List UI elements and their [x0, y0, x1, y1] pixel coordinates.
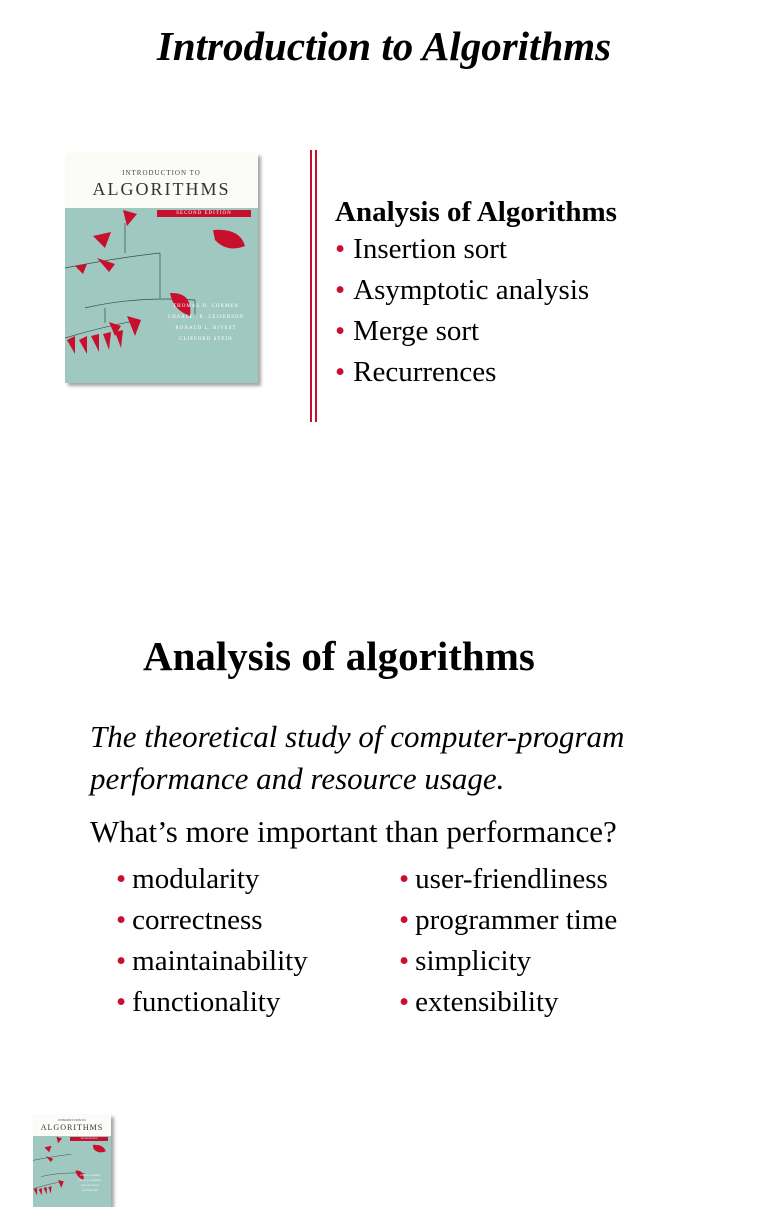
slide-introduction [0, 0, 768, 512]
list-item [116, 859, 308, 900]
book-cover-thumbnail [33, 1114, 111, 1207]
list-item [399, 900, 617, 941]
cover-author: THOMAS H. CORMEN [173, 304, 239, 309]
list-item-text: programmer time [415, 904, 618, 936]
cover-author: THOMAS H. CORMEN [80, 1175, 100, 1177]
topic-outline [335, 195, 755, 393]
definition-line: The theoretical study of computer-program [90, 719, 625, 754]
left-column [116, 859, 308, 1023]
red-divider-line [310, 150, 318, 422]
bullet-icon: • [335, 356, 346, 388]
list-item [335, 352, 755, 393]
cover-edition-label: SECOND EDITION [157, 210, 251, 217]
bullet-icon: • [399, 904, 410, 936]
cover-author: CLIFFORD STEIN [179, 337, 233, 342]
list-item-text: extensibility [415, 986, 559, 1018]
definition-line: performance and resource usage. [90, 761, 505, 796]
cover-author: RONALD L. RIVEST [175, 326, 237, 331]
list-item-text: simplicity [415, 945, 532, 977]
priority-list-right [399, 859, 617, 1023]
list-item-text: Insertion sort [353, 233, 507, 265]
cover-authors [71, 1174, 109, 1194]
list-item-text: maintainability [132, 945, 308, 977]
list-item [399, 982, 617, 1023]
cover-title: ALGORITHMS [40, 1123, 104, 1132]
mobile-sculpture-illustration [65, 208, 258, 383]
bullet-icon: • [116, 904, 127, 936]
cover-author: CLIFFORD STEIN [82, 1190, 98, 1192]
cover-author: CHARLES E. LEISERSON [167, 315, 245, 320]
bullet-icon: • [116, 986, 127, 1018]
list-item-text: correctness [132, 904, 263, 936]
list-item-text: Merge sort [353, 315, 480, 347]
list-item [116, 900, 308, 941]
outline-heading: Analysis of Algorithms [335, 196, 617, 228]
list-item [335, 229, 755, 270]
cover-author: RONALD L. RIVEST [80, 1185, 100, 1187]
bullet-icon: • [399, 863, 410, 895]
bullet-icon: • [399, 986, 410, 1018]
book-cover-image [65, 153, 258, 383]
list-item-text: functionality [132, 986, 281, 1018]
definition-text [90, 716, 750, 800]
bullet-icon: • [399, 945, 410, 977]
list-item-text: user-friendliness [415, 863, 608, 895]
slide-title: Analysis of algorithms [143, 633, 535, 679]
bullet-icon: • [335, 233, 346, 265]
cover-authors [159, 301, 253, 345]
right-column [399, 859, 617, 1023]
bullet-icon: • [335, 315, 346, 347]
slide-title: Introduction to Algorithms [156, 23, 612, 69]
cover-title: ALGORITHMS [92, 179, 231, 199]
cover-overline: INTRODUCTION TO [58, 1118, 86, 1122]
bullet-icon: • [116, 863, 127, 895]
list-item [116, 941, 308, 982]
list-item-text: Asymptotic analysis [353, 274, 590, 306]
list-item [399, 859, 617, 900]
cover-author: CHARLES E. LEISERSON [78, 1180, 102, 1182]
list-item [116, 982, 308, 1023]
bullet-icon: • [335, 274, 346, 306]
bullet-icon: • [116, 945, 127, 977]
list-item-text: Recurrences [353, 356, 497, 388]
question-text: What’s more important than performance? [90, 814, 617, 849]
cover-overline: INTRODUCTION TO [122, 169, 201, 177]
slide-analysis [0, 512, 768, 1192]
mobile-sculpture-illustration [33, 1136, 111, 1207]
list-item [335, 270, 755, 311]
cover-edition-label: SECOND EDITION [70, 1137, 108, 1141]
list-item [335, 311, 755, 352]
list-item-text: modularity [132, 863, 260, 895]
list-item [399, 941, 617, 982]
topic-list [335, 229, 755, 393]
priority-list-left [116, 859, 308, 1023]
